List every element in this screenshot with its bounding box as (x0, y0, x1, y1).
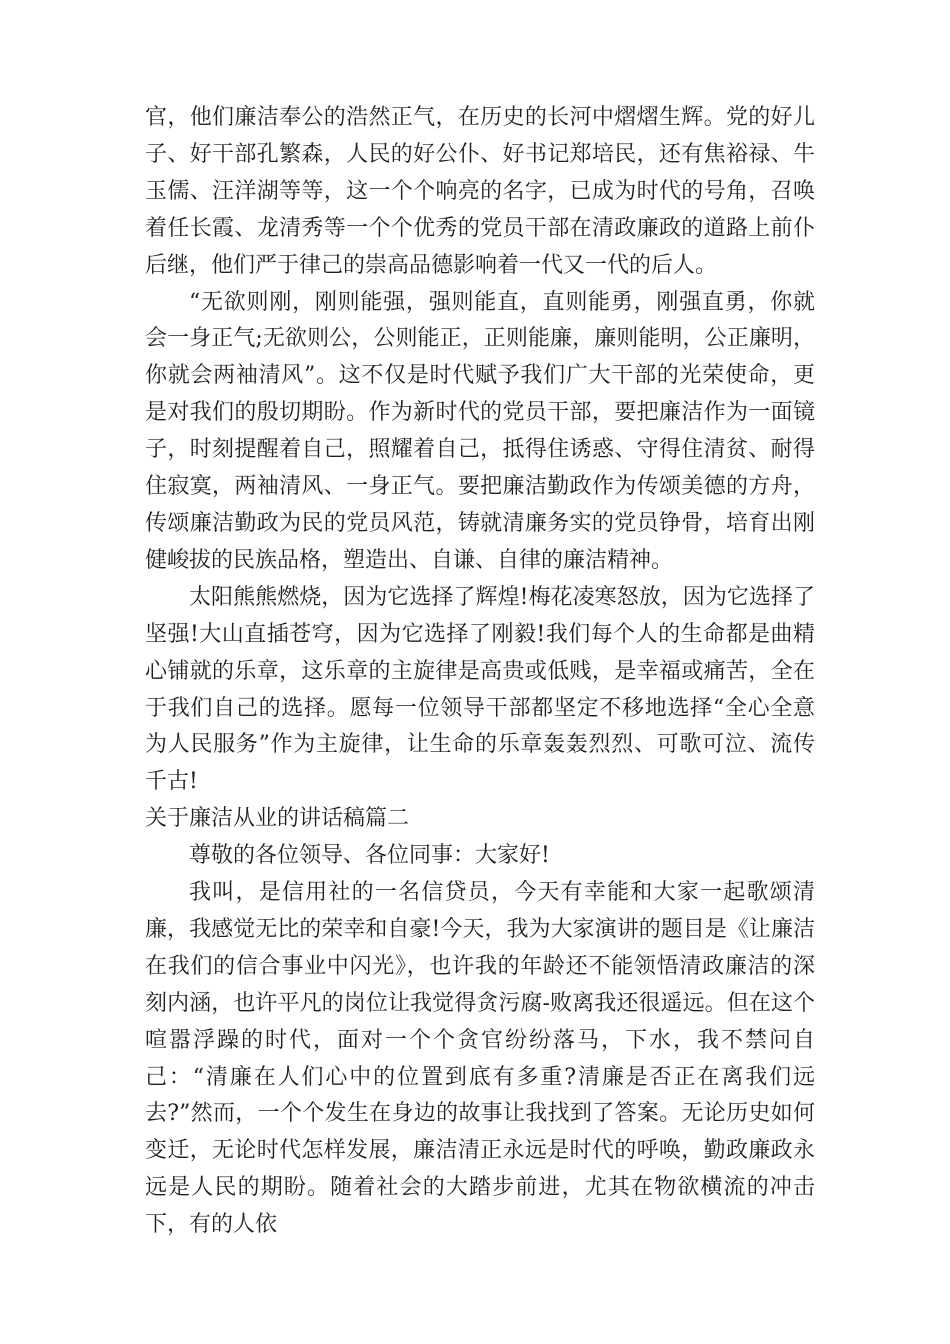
paragraph-speech-intro: 我叫，是信用社的一名信贷员，今天有幸能和大家一起歌颂清廉，我感觉无比的荣幸和自豪!今天，我为大家演讲的题目是《让廉洁在我们的信合事业中闪光》，也许我的年龄还不能领悟清政廉洁的深刻内涵，也许平凡的岗位让我觉得贪污腐-败离我还很遥远。但在这个喧嚣浮躁的时代，面对一个个贪官纷纷落马，下水，我不禁问自己：“清廉在人们心中的位置到底有多重?清廉是否正在离我们远去?”然而，一个个发生在身边的故事让我找到了答案。无论历史如何变迁，无论时代怎样发展，廉洁清正永远是时代的呼唤，勤政廉政永远是人民的期盼。随着社会的大踏步前进，尤其在物欲横流的冲击下，有的人依 (145, 880, 815, 1238)
paragraph-choice: 太阳熊熊燃烧，因为它选择了辉煌!梅花凌寒怒放，因为它选择了坚强!大山直插苍穹，因为它选择了刚毅!我们每个人的生命都是曲精心铺就的乐章，这乐章的主旋律是高贵或低贱，是幸福或痛苦，全在于我们自己的选择。愿每一位领导干部都坚定不移地选择“全心全意为人民服务”作为主旋律，让生命的乐章轰轰烈烈、可歌可泣、流传千古! (145, 584, 815, 795)
paragraph-quote-integrity: “无欲则刚，刚则能强，强则能直，直则能勇，刚强直勇，你就会一身正气;无欲则公，公则能正，正则能廉，廉则能明，公正廉明，你就会两袖清风”。这不仅是时代赋予我们广大干部的光荣使命，更是对我们的殷切期盼。作为新时代的党员干部，要把廉洁作为一面镜子，时刻提醒着自己，照耀着自己，抵得住诱惑、守得住清贫、耐得住寂寞，两袖清风、一身正气。要把廉洁勤政作为传颂美德的方舟，传颂廉洁勤政为民的党员风范，铸就清廉务实的党员铮骨，培育出刚健峻拔的民族品格，塑造出、自谦、自律的廉洁精神。 (145, 289, 815, 573)
paragraph-greeting: 尊敬的各位领导、各位同事：大家好! (189, 843, 550, 869)
paragraph-continuation: 官，他们廉洁奉公的浩然正气，在历史的长河中熠熠生辉。党的好儿子、好干部孔繁森，人民的好公仆、好书记郑培民，还有焦裕禄、牛玉儒、汪洋湖等等，这一个个响亮的名字，已成为时代的号角，召唤着任长霞、龙清秀等一个个优秀的党员干部在清政廉政的道路上前仆后继，他们严于律己的崇高品德影响着一代又一代的后人。 (145, 105, 815, 278)
section-heading: 关于廉洁从业的讲话稿篇二 (145, 806, 410, 832)
document-body (145, 100, 815, 1244)
